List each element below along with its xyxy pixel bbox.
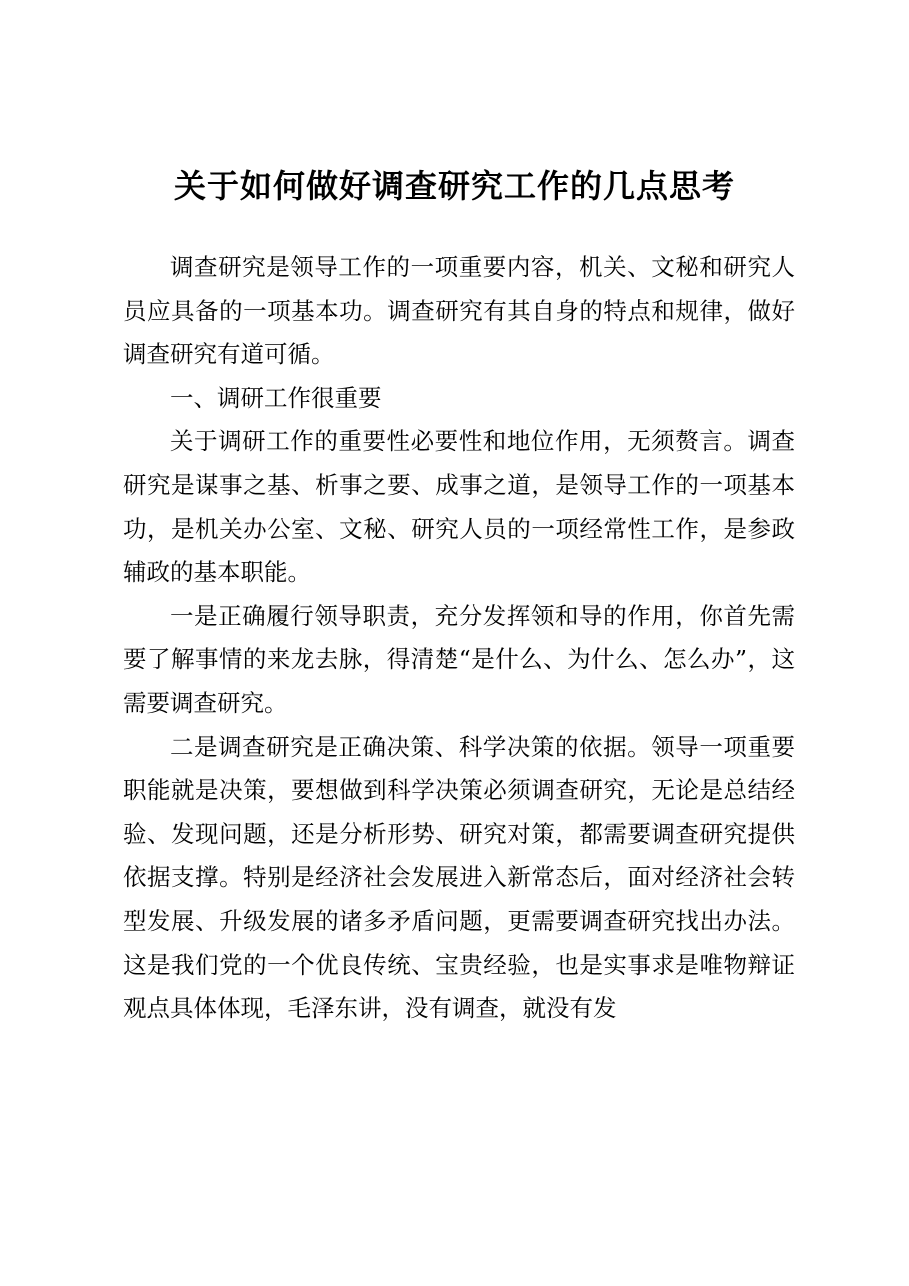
paragraph-intro: 调查研究是领导工作的一项重要内容，机关、文秘和研究人员应具备的一项基本功。调查研究有其自身的特点和规律，做好调查研究有道可循。: [123, 253, 795, 369]
section-heading-1: 一、调研工作很重要: [170, 383, 382, 412]
document-body: [123, 246, 795, 1031]
paragraph-point-2: 二是调查研究是正确决策、科学决策的依据。领导一项重要职能就是决策，要想做到科学决策必须调查研究，无论是总结经验、发现问题，还是分析形势、研究对策，都需要调查研究提供依据支撑。特别是经济社会发展进入新常态后，面对经济社会转型发展、升级发展的诸多矛盾问题，更需要调查研究找出办法。这是我们党的一个优良传统、宝贵经验，也是实事求是唯物辩证观点具体体现，毛泽东讲，没有调查，就没有发: [123, 732, 795, 1023]
paragraph-importance: 关于调研工作的重要性必要性和地位作用，无须赘言。调查研究是谋事之基、析事之要、成事之道，是领导工作的一项基本功，是机关办公室、文秘、研究人员的一项经常性工作，是参政辅政的基本职能。: [123, 427, 795, 587]
document-title: 关于如何做好调查研究工作的几点思考: [173, 167, 735, 205]
paragraph-point-1: 一是正确履行领导职责，充分发挥领和导的作用，你首先需要了解事情的来龙去脉，得清楚“是什么、为什么、怎么办”，这需要调查研究。: [123, 601, 795, 717]
